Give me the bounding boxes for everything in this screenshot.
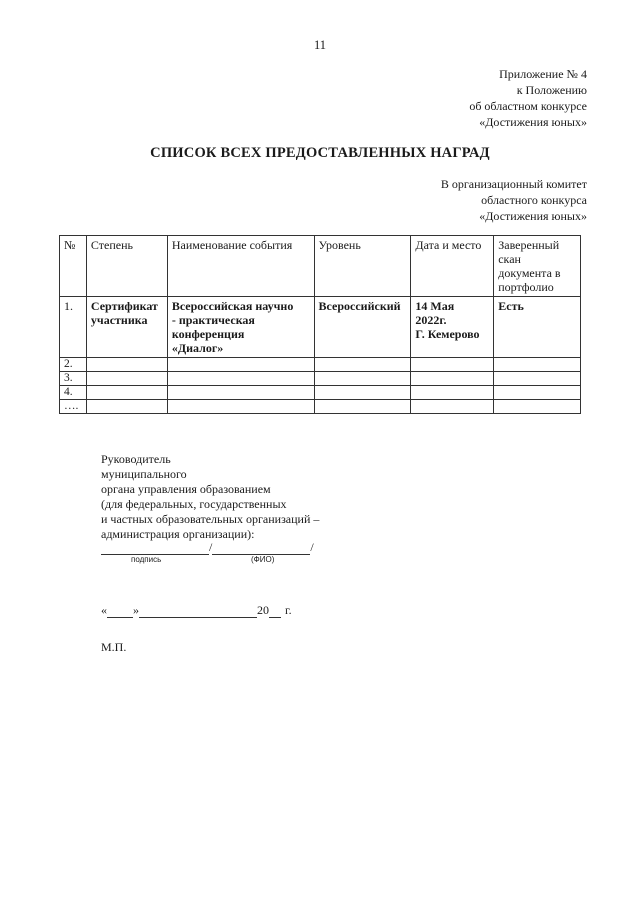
empty-cell [411, 372, 494, 386]
table-row [60, 400, 581, 414]
stamp-placeholder: М.П. [101, 640, 127, 654]
empty-cell [411, 386, 494, 400]
signature-block [101, 452, 319, 542]
signature-text-line: органа управления образованием [101, 482, 271, 496]
addressee-block [441, 176, 587, 224]
header-degree: Степень [86, 236, 167, 297]
page-number: 11 [313, 38, 327, 52]
appendix-line: об областном конкурсе [469, 99, 587, 113]
empty-cell [411, 400, 494, 414]
header-scan [494, 236, 581, 297]
caption-signature: подпись [131, 555, 162, 564]
cell-degree-line: Сертификат [90, 299, 158, 313]
cell-num: 2. [60, 358, 87, 372]
cell-level: Всероссийский [314, 297, 411, 358]
signature-separator: / [209, 540, 213, 554]
addressee-line: В организационный комитет [440, 177, 587, 191]
header-level: Уровень [314, 236, 411, 297]
cell-degree [86, 297, 167, 358]
empty-cell [86, 400, 167, 414]
cell-date-place [411, 297, 494, 358]
appendix-header [469, 66, 587, 130]
year-prefix: 20 [257, 603, 269, 617]
empty-cell [167, 400, 314, 414]
date-open-quote: « [101, 603, 107, 617]
empty-cell [494, 386, 581, 400]
cell-num: 4. [60, 386, 87, 400]
header-scan-line: документа в [498, 266, 561, 280]
month-blank [139, 605, 257, 618]
empty-cell [86, 358, 167, 372]
signature-line [101, 540, 314, 555]
signature-blank [101, 542, 209, 555]
cell-event-line: конференция [171, 327, 245, 341]
header-scan-line: скан [498, 252, 521, 266]
year-blank [269, 605, 281, 618]
empty-cell [167, 358, 314, 372]
header-scan-line: портфолио [498, 280, 554, 294]
addressee-line: «Достижения юных» [479, 209, 587, 223]
date-line [101, 603, 292, 618]
appendix-line: Приложение № 4 [499, 67, 587, 81]
addressee-line: областного конкурса [481, 193, 587, 207]
empty-cell [494, 358, 581, 372]
cell-date-line: Г. Кемерово [415, 327, 480, 341]
empty-cell [167, 386, 314, 400]
table-row [60, 358, 581, 372]
cell-event [167, 297, 314, 358]
cell-date-line: 2022г. [415, 313, 447, 327]
header-date-place: Дата и место [411, 236, 494, 297]
cell-num: 3. [60, 372, 87, 386]
table-row [60, 372, 581, 386]
signature-text-line: (для федеральных, государственных [101, 497, 287, 511]
cell-num: …. [60, 400, 87, 414]
empty-cell [314, 386, 411, 400]
table-row [60, 386, 581, 400]
signature-text-line: администрация организации): [101, 527, 255, 541]
empty-cell [411, 358, 494, 372]
empty-cell [86, 386, 167, 400]
empty-cell [314, 400, 411, 414]
signature-text-line: Руководитель [101, 452, 171, 466]
cell-num: 1. [60, 297, 87, 358]
year-suffix: г. [285, 603, 292, 617]
header-event: Наименование события [167, 236, 314, 297]
cell-degree-line: участника [90, 313, 148, 327]
header-num: № [60, 236, 87, 297]
signature-text-line: муниципального [101, 467, 187, 481]
signature-separator: / [310, 540, 314, 554]
empty-cell [167, 372, 314, 386]
cell-event-line: - практическая [171, 313, 255, 327]
table-header-row [60, 236, 581, 297]
appendix-line: к Положению [516, 83, 587, 97]
cell-scan: Есть [494, 297, 581, 358]
document-title: СПИСОК ВСЕХ ПРЕДОСТАВЛЕННЫХ НАГРАД [150, 145, 490, 161]
appendix-line: «Достижения юных» [479, 115, 587, 129]
empty-cell [86, 372, 167, 386]
empty-cell [314, 358, 411, 372]
cell-event-line: «Диалог» [171, 341, 224, 355]
signature-text-line: и частных образовательных организаций – [101, 512, 320, 526]
day-blank [107, 605, 133, 618]
empty-cell [494, 372, 581, 386]
date-close-quote: » [133, 603, 139, 617]
cell-event-line: Всероссийская научно [171, 299, 294, 313]
caption-fio: (ФИО) [251, 555, 275, 564]
table-row [60, 297, 581, 358]
empty-cell [314, 372, 411, 386]
fio-blank [212, 542, 310, 555]
header-scan-line: Заверенный [498, 238, 560, 252]
empty-cell [494, 400, 581, 414]
awards-table [59, 235, 581, 414]
cell-date-line: 14 Мая [415, 299, 455, 313]
